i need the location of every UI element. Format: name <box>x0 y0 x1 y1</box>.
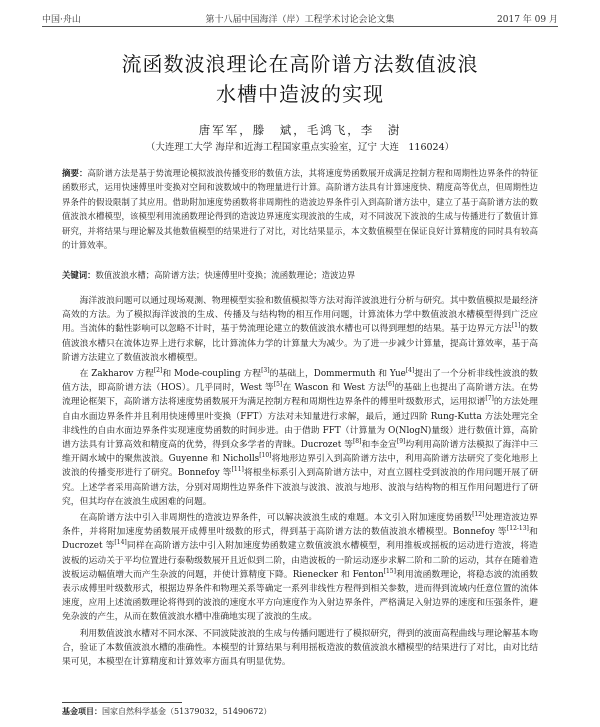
fund-label: 基金项目： <box>62 707 102 716</box>
p2-text: 将根坐标系引入到高阶谱方法中，对直立圆柱受到波浪的作用问题开展了研究。上述学者采用高阶谱方法，分别对周期性边界条件下波浪与波浪、波浪与地形、波浪与结构物的相互作用问题进行了研究，但其均存在波浪生成困难的问题。 <box>62 468 538 507</box>
citation: [5] <box>273 381 283 389</box>
footnote-divider <box>62 702 182 703</box>
p1-text: 海洋波浪问题可以通过现场观测、物理模型实验和数值模拟等方法对海洋波浪进行分析与研究。其中数值模拟是最经济高效的方法。为了模拟海洋波浪的生成、传播及与结构物的相互作用问题，计算流体力学中数值波浪水槽模型得到广泛应用。当流体的黏性影响可以忽略不计时，基于势流理论建立的数值波浪水槽也可以得到理想的结果。基于边界元方法 <box>62 296 538 335</box>
citation: [6] <box>385 381 395 389</box>
p1-text-b: 的数值波浪水槽只在流体边界上进行求解，比计算流体力学的计算量大为减少。为了进一步减少计算量，提高计算效率，基于高阶谱方法建立了数值波浪水槽模型。 <box>62 324 538 363</box>
citation: [9] <box>396 438 406 446</box>
p3-text: 和 Ducrozet 等 <box>62 527 538 552</box>
citation: [4] <box>405 367 415 375</box>
keywords-label: 关键词： <box>62 270 96 280</box>
p2-text: 在 Zakharov 方程 <box>79 369 154 380</box>
abstract-label: 摘要： <box>62 168 88 178</box>
header-location: 中国·舟山 <box>42 15 81 25</box>
p2-text: 和李金宣 <box>361 440 397 451</box>
citation: [12-13] <box>506 525 529 533</box>
keywords <box>62 268 538 282</box>
citation: [15] <box>383 567 396 575</box>
page-header <box>42 10 558 27</box>
citation: [12] <box>472 511 485 519</box>
funding-footnote <box>62 706 271 717</box>
p3-text: 利用流函数理论，将稳态波的流函数表示成傅里叶级数形式，根据边界条件和物理关系等确定一系列非线性方程得到相关参数，进而得到流域内任意位置的流体速度，应用上述流函数理论将得到的波浪的速度水平方向速度作为入射边界条件，严格满足入射边界的速度和压强条件，避免杂波的产生，从而在数值波浪水槽中准确地实现了波浪的生成。 <box>62 569 538 623</box>
citation: [2] <box>153 367 163 375</box>
citation: [1] <box>511 322 521 330</box>
fund-text: 国家自然科学基金（51379032，51490672） <box>102 707 272 716</box>
p2-text: 在 Wascon 和 West 方法 <box>282 383 386 394</box>
abstract <box>62 166 538 252</box>
abstract-text: 高阶谱方法是基于势流理论模拟波浪传播变形的数值方法，其将速度势函数展开成满足控制方程和周期性边界条件的特征函数形式，运用快速傅里叶变换对空间和波数域中的物理量进行计算。高阶谱方法具有计算速度快、精度高等优点，但周期性边界条件的假设限制了其应用。借助附加速度势函数将非周期性的造波边界条件引入到高阶谱方法中，建立了基于高阶谱方法的数值波浪水槽模型，该模型利用流函数理论得到的造波边界速度实现波浪的生成，对不同波况下波浪的生成与传播进行了数值计算研究，并将结果与理论解及其他数值模型的结果进行了对比，对比结果显示，本文数值模型在保证良好计算精度的同时具有较高的计算效率。 <box>62 168 539 251</box>
citation: [11] <box>231 466 244 474</box>
citation: [10] <box>259 452 272 460</box>
p2-text: 的基础上，Dommermuth 和 Yue <box>269 369 406 380</box>
citation: [14] <box>114 539 127 547</box>
p3-text: 在高阶谱方法中引入非周期性的造波边界条件，可以解决波浪生成的难题。本文引入附加速度势函数 <box>79 513 473 524</box>
p3-text: 同样在高阶谱方法中引入附加速度势函数建立数值波浪水槽模型，利用推板或摇板的运动进行造波，将造波板的运动关于平均位置进行泰勒级数展开且近似到二阶，由造波板的一阶运动逐步求解二阶和二阶的运动，其存在随着造波板运动幅值增大而产生杂波的问题，并使计算精度下降。Rienecker 和 Fenton <box>62 541 538 580</box>
keywords-text: 数值波浪水槽；高阶谱方法；快速傅里叶变换；流函数理论；造波边界 <box>95 270 356 280</box>
citation: [8] <box>352 438 362 446</box>
author-list: 唐军军，滕 斌，毛鸿飞，李 澍 <box>198 123 402 137</box>
paragraph-1 <box>62 294 538 365</box>
citation: [3] <box>261 367 270 375</box>
paper-title-line-1: 流函数波浪理论在高阶谱方法数值波浪 <box>121 52 479 76</box>
body-text <box>62 294 538 671</box>
p2-text: 将地形边界引入到高阶谱方法中，利用高阶谱方法研究了变化地形上波浪的传播变形进行了研究。Bonnefoy 等 <box>62 454 538 479</box>
p2-text: 提出了一个分析非线性波浪的数值方法，即高阶谱方法（HOS）。几乎同时，West 等 <box>62 369 538 394</box>
paragraph-3 <box>62 511 538 625</box>
header-proceedings: 第十八届中国海洋（岸）工程学术讨论会论文集 <box>205 15 395 25</box>
paper-title-line-2: 水槽中造波的实现 <box>216 82 384 106</box>
p2-text: 的基础上也提出了高阶谱方法。在势流理论框架下，高阶谱方法将速度势函数展开为满足控制方程和周期性边界条件的傅里叶级数形式，运用拟谱 <box>62 383 538 408</box>
paragraph-4: 利用数值波浪水槽对不同水深、不同波陡波浪的生成与传播问题进行了模拟研究，得到的波面高程曲线与理论解基本吻合，验证了本数值波浪水槽的准确性。本模型的计算结果与利用摇板造波的数值波浪水槽模型的结果进行了对比，由对比结果可见，本模型在计算精度和计算效率方面具有明显优势。 <box>62 628 538 668</box>
p3-text: 处理造波边界条件，并将附加速度势函数展开成傅里叶级数的形式，得到基于高阶谱方法的数值波浪水槽模型。Bonnefoy 等 <box>62 513 538 538</box>
affiliation: （大连理工大学 海岸和近海工程国家重点实验室，辽宁 大连 116024） <box>145 142 455 153</box>
p2-text: 和 Mode-coupling 方程 <box>162 369 262 380</box>
p2-text: 均利用高阶谱方法模拟了海洋中三维开阔水域中的聚焦波浪。Guyenne 和 Nicholls <box>62 440 538 465</box>
p2-text: 的方法处理自由水面边界条件并且利用快速傅里叶变换（FFT）方法对未知量进行求解，最后，通过四阶 Rung-Kutta 方法处理完全非线性的自由水面边界条件实现速度势函数的时间步进。由于借助 FFT（计算量为 O(NlogN)量级）进行数值计算，高阶谱方法具有计算高效和精度高的优势，得到众多学者的青睐。Ducrozet 等 <box>62 397 538 451</box>
citation: [7] <box>485 395 494 403</box>
header-date: 2017 年 09 月 <box>497 15 558 25</box>
paragraph-2 <box>62 367 538 509</box>
